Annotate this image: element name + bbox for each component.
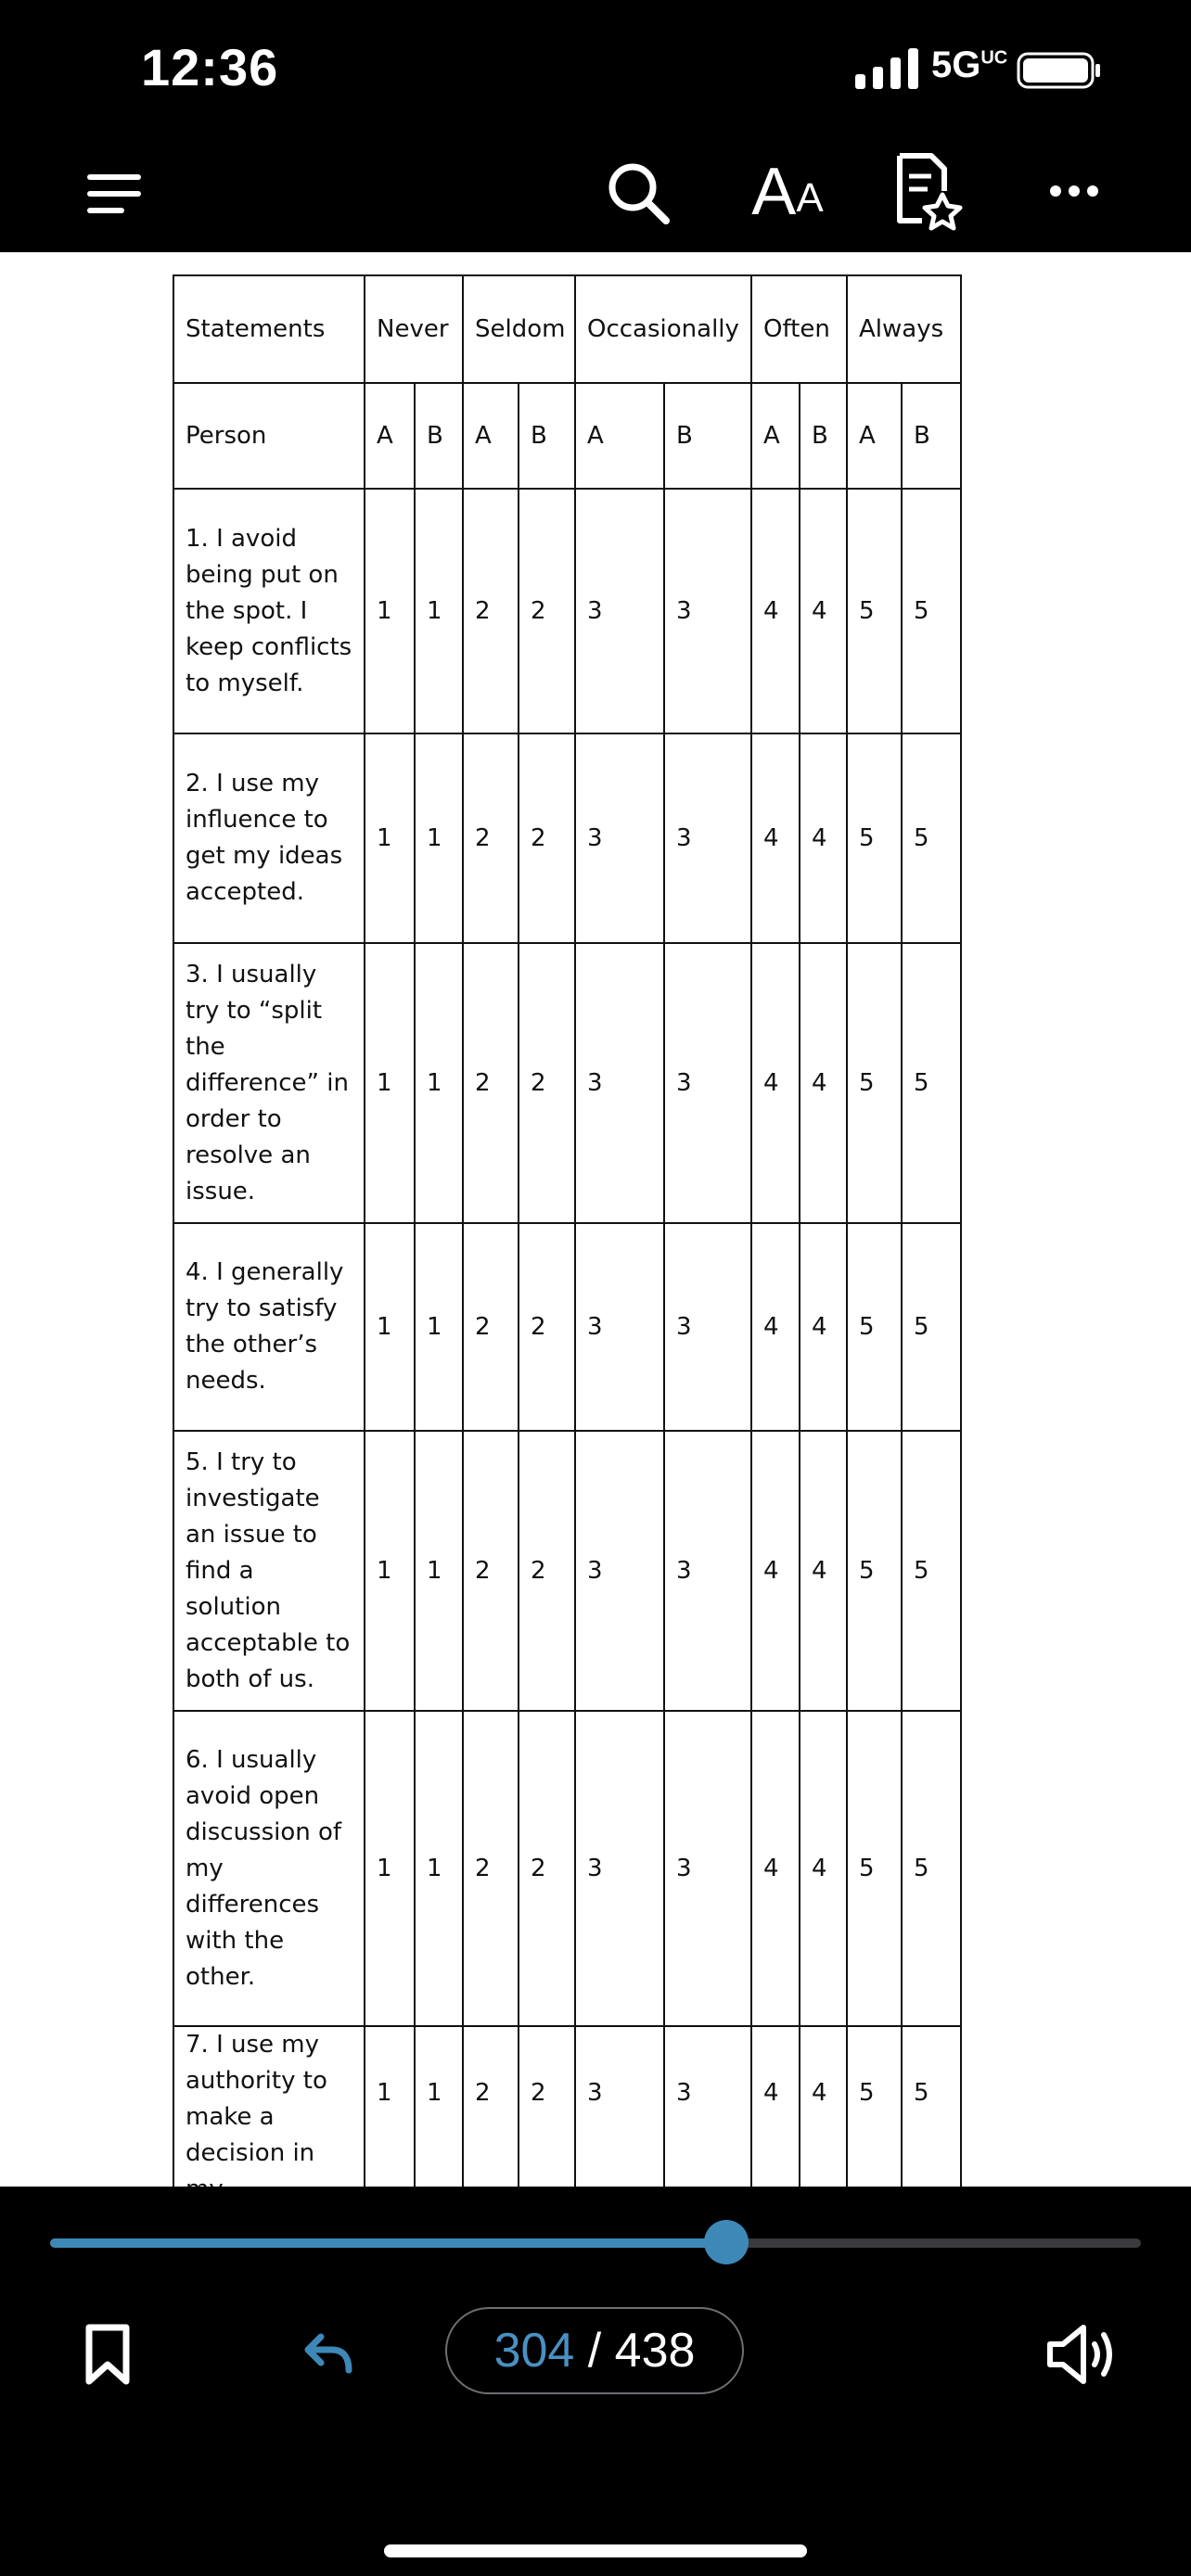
- rating-cell: 4: [751, 489, 800, 733]
- header-statements: Statements: [173, 275, 365, 383]
- rating-cell: 4: [751, 943, 800, 1223]
- rating-cell: 3: [575, 1431, 664, 1711]
- rating-cell: 2: [463, 943, 519, 1223]
- battery-icon: [1017, 52, 1102, 89]
- rating-cell: 1: [365, 943, 415, 1223]
- status-time: 12:36: [141, 38, 279, 96]
- book-page: [0, 252, 1191, 2187]
- statement-cell: 2. I use my influence to get my ideas accepted.: [173, 733, 365, 943]
- rating-cell: 5: [902, 733, 961, 943]
- rating-cell: 1: [415, 943, 463, 1223]
- rating-cell: 4: [751, 2026, 800, 2209]
- page-separator: /: [574, 2324, 615, 2378]
- rating-cell: 3: [664, 1711, 751, 2026]
- statement-cell: 1. I avoid being put on the spot. I keep conflicts to myself.: [173, 489, 365, 733]
- person-label: Person: [173, 383, 365, 489]
- rating-cell: 4: [751, 1711, 800, 2026]
- font-size-small-a: A: [796, 175, 824, 221]
- statement-cell: 5. I try to investigate an issue to find a solution acceptable to both of us.: [173, 1431, 365, 1711]
- rating-cell: 3: [575, 1711, 664, 2026]
- speaker-icon[interactable]: [1046, 2322, 1121, 2387]
- person-row: [173, 383, 961, 489]
- table-body: [173, 275, 961, 2209]
- rating-cell: 4: [800, 1711, 847, 2026]
- rating-cell: 2: [463, 1223, 519, 1431]
- rating-cell: 2: [519, 733, 575, 943]
- menu-icon[interactable]: [85, 165, 145, 223]
- rating-cell: 1: [415, 2026, 463, 2209]
- reader-toolbar: [0, 139, 1191, 252]
- rating-cell: 5: [902, 1711, 961, 2026]
- network-label: 5G: [931, 45, 981, 85]
- rating-cell: 2: [463, 489, 519, 733]
- rating-cell: 2: [463, 1711, 519, 2026]
- status-bar: [0, 0, 1191, 139]
- rating-cell: 1: [415, 1431, 463, 1711]
- person-col: A: [751, 383, 800, 489]
- rating-cell: 1: [415, 489, 463, 733]
- person-col: A: [575, 383, 664, 489]
- rating-cell: 2: [519, 1711, 575, 2026]
- rating-cell: 1: [365, 1431, 415, 1711]
- total-pages: 438: [614, 2324, 696, 2378]
- rating-cell: 5: [847, 2026, 902, 2209]
- reader-controls: [0, 2187, 1191, 2576]
- rating-cell: 2: [463, 2026, 519, 2209]
- rating-cell: 5: [902, 489, 961, 733]
- rating-cell: 3: [664, 489, 751, 733]
- person-col: B: [415, 383, 463, 489]
- rating-cell: 2: [519, 1431, 575, 1711]
- progress-fill: [50, 2238, 726, 2248]
- home-indicator: [384, 2544, 807, 2557]
- header-always: Always: [847, 275, 961, 383]
- rating-cell: 2: [519, 1223, 575, 1431]
- rating-cell: 5: [847, 1431, 902, 1711]
- rating-cell: 5: [847, 1711, 902, 2026]
- statement-cell: 3. I usually try to “split the difference” in order to resolve an issue.: [173, 943, 365, 1223]
- bookmark-icon[interactable]: [85, 2324, 130, 2385]
- rating-cell: 1: [365, 733, 415, 943]
- rating-cell: 2: [519, 2026, 575, 2209]
- rating-cell: 4: [751, 733, 800, 943]
- rating-cell: 5: [847, 943, 902, 1223]
- rating-cell: 4: [800, 2026, 847, 2209]
- rating-cell: 1: [415, 1223, 463, 1431]
- person-col: A: [365, 383, 415, 489]
- font-size-large-a: A: [751, 155, 797, 229]
- rating-cell: 3: [575, 2026, 664, 2209]
- table-row: [173, 1431, 961, 1711]
- rating-cell: 1: [415, 733, 463, 943]
- header-occasionally: Occasionally: [575, 275, 751, 383]
- rating-cell: 3: [664, 1431, 751, 1711]
- table-header-row: [173, 275, 961, 383]
- rating-cell: 3: [575, 489, 664, 733]
- rating-cell: 5: [847, 1223, 902, 1431]
- table-row: [173, 943, 961, 1223]
- statement-cell: 6. I usually avoid open discussion of my differences with the other.: [173, 1711, 365, 2026]
- rating-cell: 4: [751, 1431, 800, 1711]
- rating-cell: 1: [365, 2026, 415, 2209]
- rating-cell: 3: [664, 733, 751, 943]
- rating-cell: 3: [664, 943, 751, 1223]
- rating-cell: 3: [664, 2026, 751, 2209]
- rating-cell: 3: [575, 1223, 664, 1431]
- header-seldom: Seldom: [463, 275, 575, 383]
- network-suffix: UC: [980, 47, 1008, 69]
- rating-cell: 5: [902, 943, 961, 1223]
- cellular-signal-icon: [855, 46, 920, 91]
- rating-cell: 4: [800, 943, 847, 1223]
- rating-cell: 1: [365, 489, 415, 733]
- statement-cell: 7. I use my authority to make a decision in: [173, 2026, 365, 2209]
- header-never: Never: [365, 275, 463, 383]
- table-row: [173, 1711, 961, 2026]
- rating-cell: 1: [365, 1223, 415, 1431]
- rating-cell: 4: [800, 1223, 847, 1431]
- network-type: [931, 45, 1007, 86]
- person-col: B: [800, 383, 847, 489]
- progress-thumb[interactable]: [704, 2220, 749, 2264]
- rating-cell: 5: [902, 2026, 961, 2209]
- rating-cell: 3: [664, 1223, 751, 1431]
- person-col: B: [902, 383, 961, 489]
- statement-cell: 4. I generally try to satisfy the other’s needs.: [173, 1223, 365, 1431]
- rating-cell: 2: [463, 1431, 519, 1711]
- table-row: [173, 733, 961, 943]
- rating-cell: 2: [519, 943, 575, 1223]
- current-page: 304: [493, 2324, 575, 2378]
- person-col: A: [463, 383, 519, 489]
- rating-cell: 5: [847, 733, 902, 943]
- rating-cell: 3: [575, 733, 664, 943]
- person-col: A: [847, 383, 902, 489]
- survey-table: [173, 274, 962, 2210]
- rating-cell: 4: [751, 1223, 800, 1431]
- table-row: [173, 1223, 961, 1431]
- header-often: Often: [751, 275, 847, 383]
- rating-cell: 4: [800, 489, 847, 733]
- rating-cell: 5: [902, 1431, 961, 1711]
- rating-cell: 1: [365, 1711, 415, 2026]
- page-progress-slider[interactable]: [50, 2238, 1141, 2248]
- rating-cell: 5: [902, 1223, 961, 1431]
- rating-cell: 4: [800, 733, 847, 943]
- rating-cell: 3: [575, 943, 664, 1223]
- rating-cell: 2: [519, 489, 575, 733]
- table-row: [173, 489, 961, 733]
- undo-icon[interactable]: [302, 2327, 354, 2379]
- more-icon[interactable]: [1048, 182, 1100, 200]
- person-col: B: [664, 383, 751, 489]
- rating-cell: 2: [463, 733, 519, 943]
- bookmark-list-icon[interactable]: [890, 152, 965, 230]
- page-indicator[interactable]: [445, 2307, 744, 2394]
- table-row: [173, 2026, 961, 2209]
- rating-cell: 1: [415, 1711, 463, 2026]
- rating-cell: 4: [800, 1431, 847, 1711]
- font-size-icon[interactable]: [746, 150, 829, 234]
- search-icon[interactable]: [605, 159, 672, 226]
- rating-cell: 5: [847, 489, 902, 733]
- person-col: B: [519, 383, 575, 489]
